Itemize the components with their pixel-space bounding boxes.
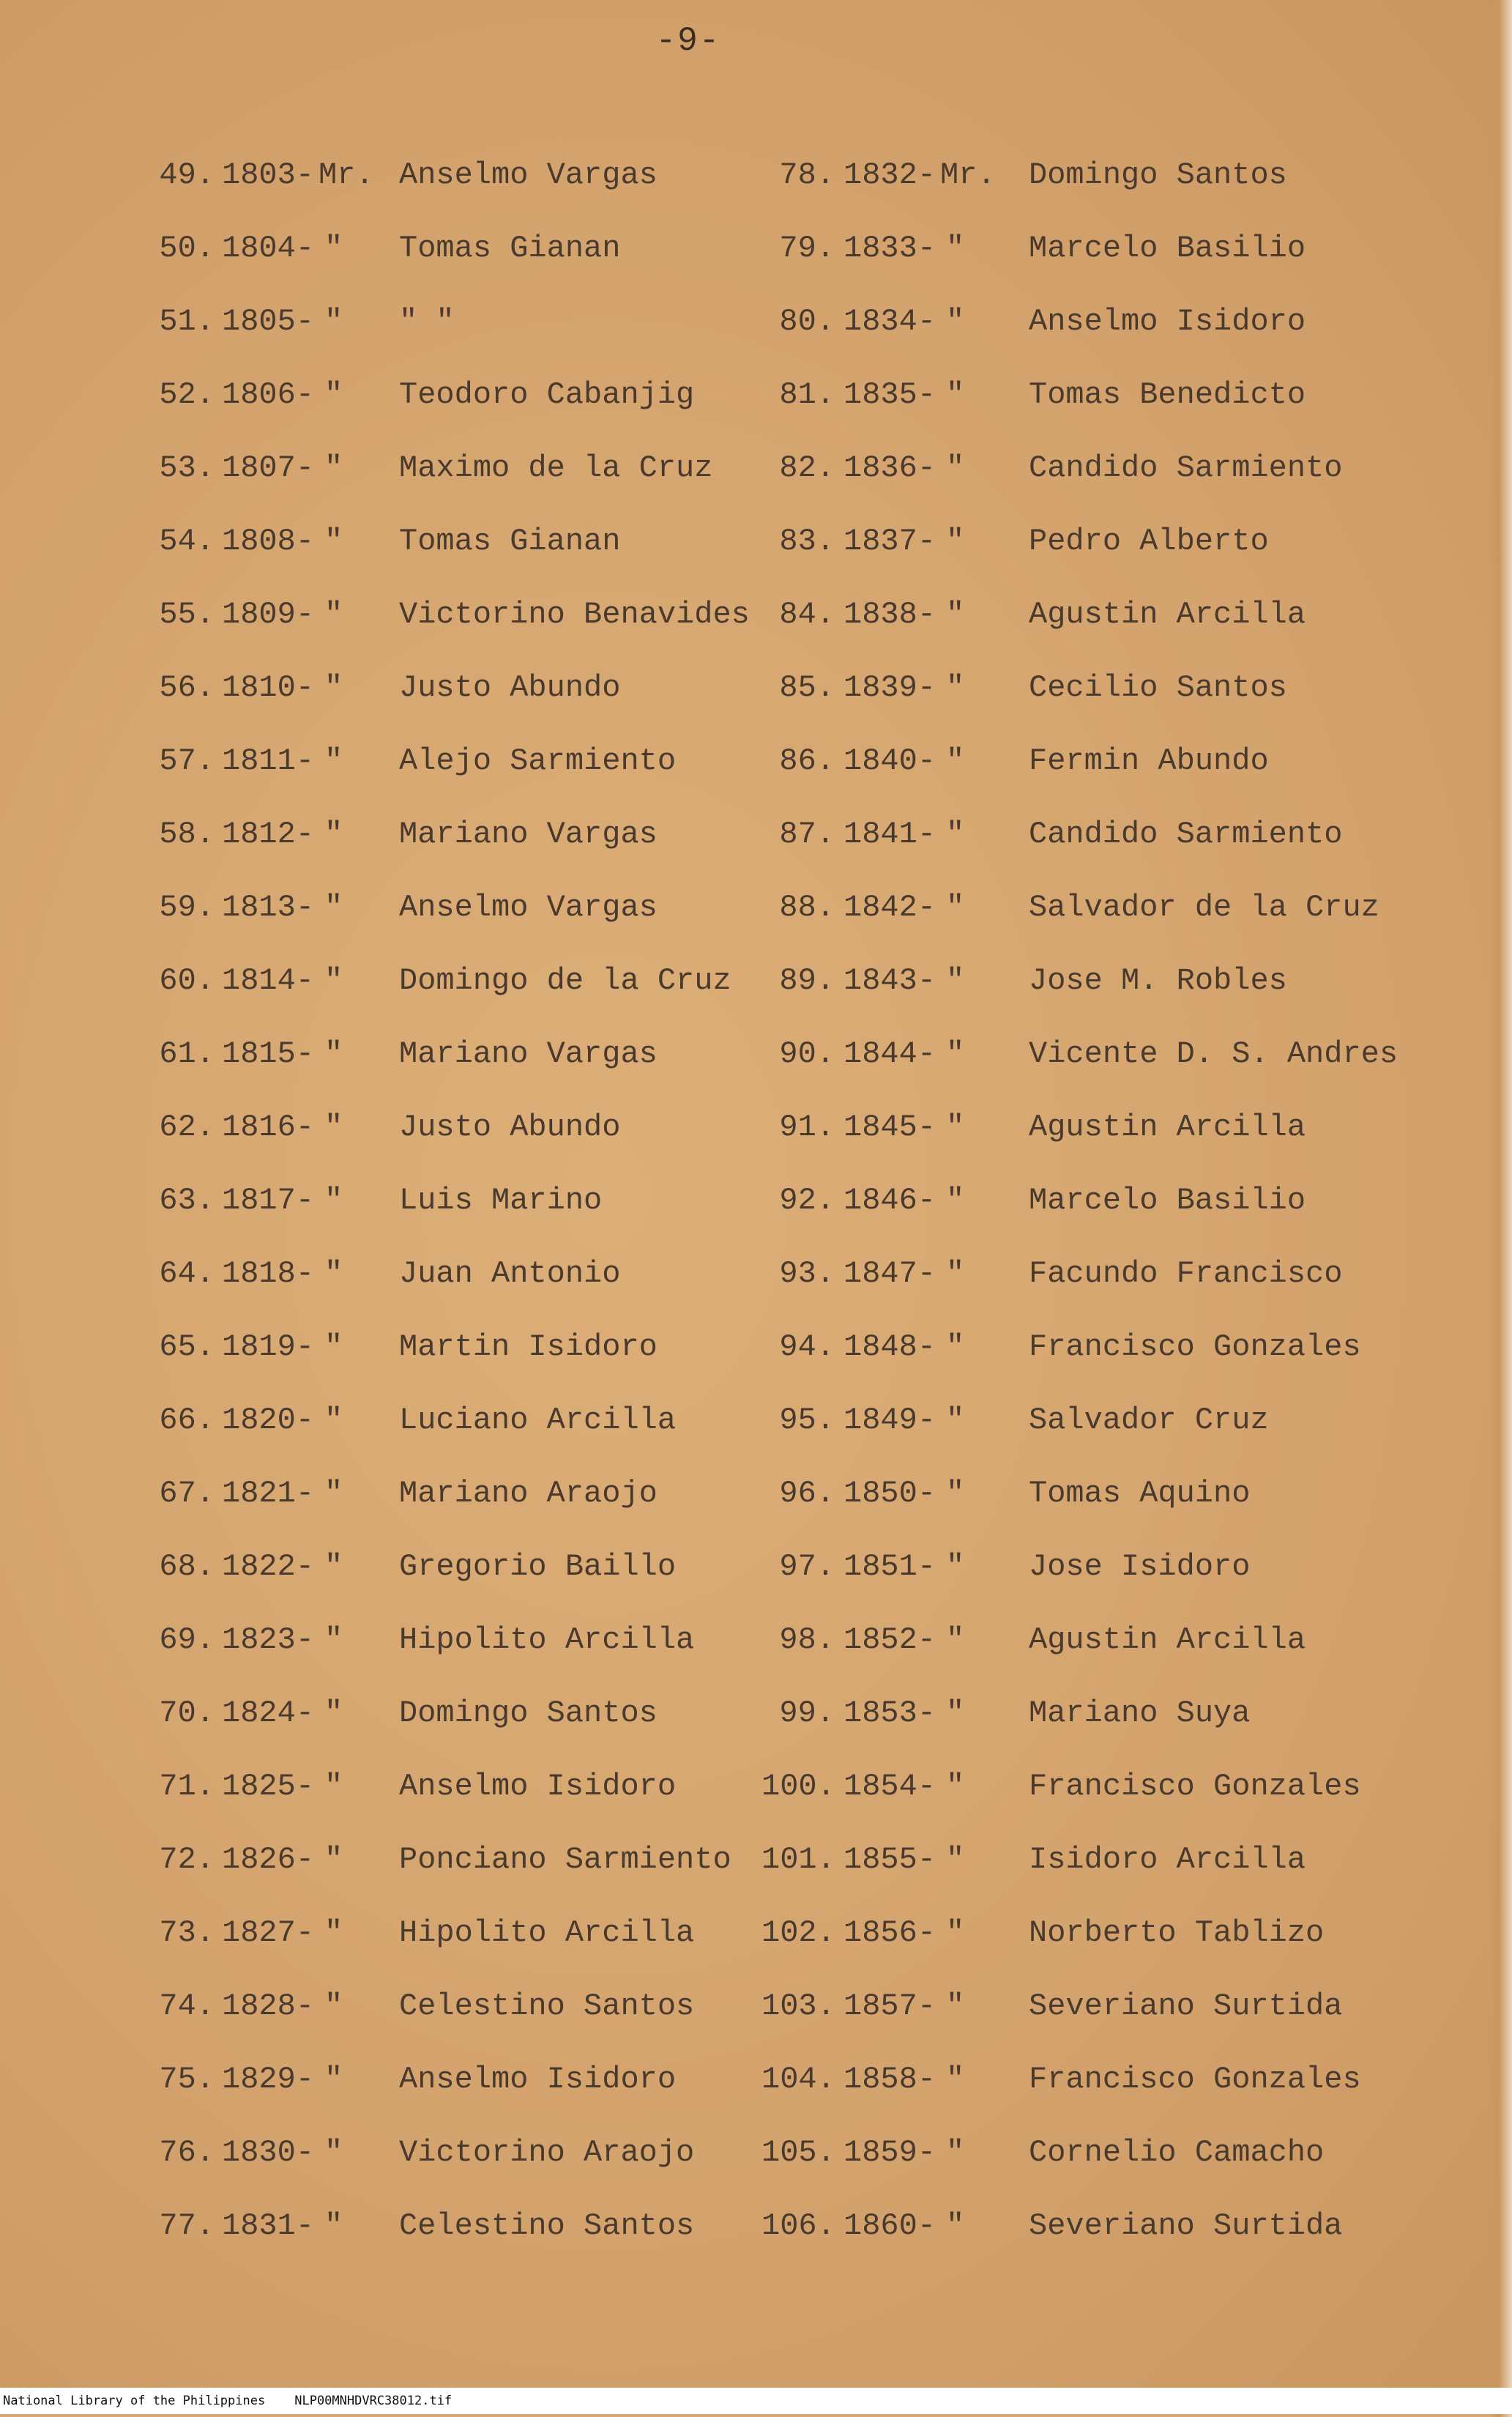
entry-year	[843, 450, 964, 486]
entry-number: 77.	[159, 2208, 215, 2243]
entry-year	[222, 1036, 343, 1072]
entry-year-value: 1839-	[843, 670, 936, 705]
entry-name: Cornelio Camacho	[1029, 2135, 1325, 2170]
entry-title: "	[946, 2208, 965, 2243]
entry-year	[222, 1110, 343, 1145]
entry-number: 85.	[779, 670, 835, 705]
entry-year-value: 1832-	[843, 157, 936, 193]
entry-year	[222, 1183, 343, 1218]
entry-number: 81.	[779, 377, 835, 412]
entry-year-value: 1824-	[222, 1696, 315, 1731]
entry-year-value: 1860-	[843, 2208, 936, 2243]
entry-title: "	[324, 2062, 343, 2097]
entry-year-value: 1808-	[222, 524, 315, 559]
entry-year	[843, 377, 964, 412]
entry-year-value: 1809-	[222, 597, 315, 632]
entry-year	[222, 450, 343, 486]
entry-year	[843, 1110, 964, 1145]
entry-year	[222, 597, 343, 632]
entry-title: "	[324, 1622, 343, 1657]
entry-year	[843, 1036, 964, 1072]
entry-year	[222, 231, 343, 266]
entry-title: "	[324, 1036, 343, 1072]
entry-year	[843, 1403, 964, 1438]
entry-year	[222, 1476, 343, 1511]
entry-year-value: 1841-	[843, 817, 936, 852]
entry-number: 98.	[779, 1622, 835, 1657]
entry-number: 59.	[159, 890, 215, 925]
entry-year-value: 1857-	[843, 1989, 936, 2024]
entry-year	[843, 890, 964, 925]
entry-name: Celestino Santos	[399, 1989, 695, 2024]
entry-title: "	[946, 1110, 965, 1145]
entry-number: 70.	[159, 1696, 215, 1731]
entry-title: "	[946, 1915, 965, 1950]
entry-name: Luis Marino	[399, 1183, 603, 1218]
entry-title: "	[946, 1476, 965, 1511]
entry-name: Tomas Gianan	[399, 524, 621, 559]
entry-title: "	[946, 1549, 965, 1584]
entry-title: "	[946, 817, 965, 852]
entry-name: Marcelo Basilio	[1029, 231, 1306, 266]
entry-name: Isidoro Arcilla	[1029, 1842, 1306, 1877]
entry-name: " "	[399, 304, 455, 339]
entry-year-value: 1837-	[843, 524, 936, 559]
entry-year-value: 1835-	[843, 377, 936, 412]
entry-year-value: 1826-	[222, 1842, 315, 1877]
entry-number: 102.	[761, 1915, 835, 1950]
entry-title: "	[324, 2208, 343, 2243]
footer-institution: National Library of the Philippines	[3, 2394, 266, 2408]
entry-year-value: 1850-	[843, 1476, 936, 1511]
entry-title: "	[946, 450, 965, 486]
entry-title: "	[324, 1549, 343, 1584]
entry-name: Teodoro Cabanjig	[399, 377, 695, 412]
entry-name: Martin Isidoro	[399, 1329, 658, 1365]
entry-year	[843, 1476, 964, 1511]
entry-name: Facundo Francisco	[1029, 1256, 1343, 1291]
entry-year-value: 1812-	[222, 817, 315, 852]
entry-name: Victorino Benavides	[399, 597, 750, 632]
entry-year	[843, 524, 964, 559]
entry-name: Domingo Santos	[1029, 157, 1287, 193]
entry-name: Victorino Araojo	[399, 2135, 695, 2170]
entry-year-value: 1818-	[222, 1256, 315, 1291]
entry-name: Agustin Arcilla	[1029, 1110, 1306, 1145]
entry-number: 106.	[761, 2208, 835, 2243]
entry-title: "	[324, 743, 343, 779]
entry-number: 87.	[779, 817, 835, 852]
entry-number: 104.	[761, 2062, 835, 2097]
scan-footer	[0, 2388, 1512, 2414]
entry-year-value: 1842-	[843, 890, 936, 925]
entry-number: 66.	[159, 1403, 215, 1438]
entry-name: Ponciano Sarmiento	[399, 1842, 731, 1877]
entry-name: Severiano Surtida	[1029, 2208, 1343, 2243]
entry-number: 89.	[779, 963, 835, 998]
entry-title: "	[324, 597, 343, 632]
entry-year-value: 1825-	[222, 1769, 315, 1804]
entry-title: "	[324, 1989, 343, 2024]
entry-number: 86.	[779, 743, 835, 779]
entry-year-value: 1816-	[222, 1110, 315, 1145]
entry-number: 93.	[779, 1256, 835, 1291]
entry-year-value: 1846-	[843, 1183, 936, 1218]
entry-title: "	[946, 377, 965, 412]
entry-year	[843, 597, 964, 632]
entry-title: "	[946, 231, 965, 266]
entry-number: 62.	[159, 1110, 215, 1145]
entry-number: 84.	[779, 597, 835, 632]
entry-year	[843, 2062, 964, 2097]
entry-name: Anselmo Isidoro	[399, 2062, 677, 2097]
entry-number: 83.	[779, 524, 835, 559]
entry-number: 52.	[159, 377, 215, 412]
entry-name: Vicente D. S. Andres	[1029, 1036, 1399, 1072]
footer-filename: NLP00MNHDVRC38012.tif	[294, 2394, 453, 2408]
entry-name: Hipolito Arcilla	[399, 1622, 695, 1657]
entry-number: 94.	[779, 1329, 835, 1365]
entry-year-value: 1844-	[843, 1036, 936, 1072]
entry-number: 105.	[761, 2135, 835, 2170]
entry-name: Gregorio Baillo	[399, 1549, 677, 1584]
entry-year	[222, 524, 343, 559]
entry-name: Justo Abundo	[399, 670, 621, 705]
entry-title: "	[324, 963, 343, 998]
entry-number: 53.	[159, 450, 215, 486]
entry-year	[843, 1769, 964, 1804]
entry-year	[843, 1622, 964, 1657]
entry-title: "	[946, 2135, 965, 2170]
entry-year-value: 1827-	[222, 1915, 315, 1950]
entry-year-value: 1828-	[222, 1989, 315, 2024]
entry-number: 61.	[159, 1036, 215, 1072]
entry-year	[222, 377, 343, 412]
entry-year	[843, 743, 964, 779]
entry-number: 72.	[159, 1842, 215, 1877]
entry-title: "	[324, 377, 343, 412]
entry-number: 51.	[159, 304, 215, 339]
entry-year-value: 1840-	[843, 743, 936, 779]
entry-year-value: 1858-	[843, 2062, 936, 2097]
entry-year	[222, 1769, 343, 1804]
entry-number: 74.	[159, 1989, 215, 2024]
entry-name: Alejo Sarmiento	[399, 743, 677, 779]
entry-year-value: 1856-	[843, 1915, 936, 1950]
entry-name: Anselmo Vargas	[399, 157, 658, 193]
entry-name: Anselmo Isidoro	[1029, 304, 1306, 339]
entry-number: 96.	[779, 1476, 835, 1511]
entry-number: 92.	[779, 1183, 835, 1218]
entry-year	[222, 743, 343, 779]
entry-year	[222, 1622, 343, 1657]
entry-year	[222, 2135, 343, 2170]
entry-number: 95.	[779, 1403, 835, 1438]
entry-title: "	[324, 1183, 343, 1218]
entry-name: Mariano Araojo	[399, 1476, 658, 1511]
entry-year-value: 1829-	[222, 2062, 315, 2097]
entry-title: "	[946, 1842, 965, 1877]
entry-number: 67.	[159, 1476, 215, 1511]
entry-year	[843, 963, 964, 998]
entry-year	[222, 157, 374, 193]
entry-title: "	[324, 817, 343, 852]
entry-title: "	[946, 597, 965, 632]
entry-year	[843, 231, 964, 266]
entry-title: "	[946, 304, 965, 339]
entry-number: 103.	[761, 1989, 835, 2024]
entry-year-value: 1821-	[222, 1476, 315, 1511]
entry-year-value: 1853-	[843, 1696, 936, 1731]
entry-name: Candido Sarmiento	[1029, 817, 1343, 852]
entry-year-value: 1834-	[843, 304, 936, 339]
entry-number: 63.	[159, 1183, 215, 1218]
entry-number: 97.	[779, 1549, 835, 1584]
page-edge	[1490, 0, 1512, 2417]
entry-number: 56.	[159, 670, 215, 705]
entry-number: 55.	[159, 597, 215, 632]
entry-year-value: 1819-	[222, 1329, 315, 1365]
entry-name: Francisco Gonzales	[1029, 1329, 1361, 1365]
entry-title: "	[946, 1622, 965, 1657]
entry-title: "	[324, 524, 343, 559]
entry-name: Anselmo Vargas	[399, 890, 658, 925]
entry-year	[222, 1696, 343, 1731]
entry-title: "	[324, 1403, 343, 1438]
entry-number: 90.	[779, 1036, 835, 1072]
entry-year	[222, 670, 343, 705]
entry-title: "	[324, 450, 343, 486]
entry-number: 79.	[779, 231, 835, 266]
entry-year-value: 1820-	[222, 1403, 315, 1438]
entry-year	[222, 963, 343, 998]
entry-year-value: 1830-	[222, 2135, 315, 2170]
entry-title: "	[946, 743, 965, 779]
entry-year-value: 1836-	[843, 450, 936, 486]
entry-number: 69.	[159, 1622, 215, 1657]
entry-number: 101.	[761, 1842, 835, 1877]
entry-name: Salvador Cruz	[1029, 1403, 1269, 1438]
entry-name: Domingo Santos	[399, 1696, 658, 1731]
entry-title: "	[946, 1696, 965, 1731]
entry-title: "	[324, 670, 343, 705]
entry-name: Tomas Gianan	[399, 231, 621, 266]
entry-name: Mariano Suya	[1029, 1696, 1251, 1731]
entry-number: 73.	[159, 1915, 215, 1950]
entry-year-value: 1823-	[222, 1622, 315, 1657]
entry-name: Anselmo Isidoro	[399, 1769, 677, 1804]
entry-year	[843, 1696, 964, 1731]
entry-number: 100.	[761, 1769, 835, 1804]
entry-number: 76.	[159, 2135, 215, 2170]
entry-number: 58.	[159, 817, 215, 852]
entry-number: 50.	[159, 231, 215, 266]
entry-year-value: 1849-	[843, 1403, 936, 1438]
entry-year	[843, 817, 964, 852]
entry-title: "	[324, 1915, 343, 1950]
entry-year	[222, 1842, 343, 1877]
entry-title: "	[324, 1696, 343, 1731]
entry-name: Maximo de la Cruz	[399, 450, 713, 486]
entry-title: "	[946, 890, 965, 925]
entry-year	[222, 1403, 343, 1438]
entry-title: "	[946, 1036, 965, 1072]
entry-number: 65.	[159, 1329, 215, 1365]
entry-title: Mr.	[319, 157, 374, 193]
entry-name: Norberto Tablizo	[1029, 1915, 1325, 1950]
entry-name: Tomas Aquino	[1029, 1476, 1251, 1511]
entry-year-value: 1815-	[222, 1036, 315, 1072]
entry-name: Pedro Alberto	[1029, 524, 1269, 559]
entry-name: Francisco Gonzales	[1029, 2062, 1361, 2097]
entry-year	[843, 157, 996, 193]
entry-name: Severiano Surtida	[1029, 1989, 1343, 2024]
entry-year	[222, 304, 343, 339]
entry-name: Cecilio Santos	[1029, 670, 1287, 705]
entry-year	[222, 1329, 343, 1365]
entry-year-value: 1811-	[222, 743, 315, 779]
entry-title: "	[946, 1403, 965, 1438]
entry-year-value: 1807-	[222, 450, 315, 486]
entry-name: Juan Antonio	[399, 1256, 621, 1291]
entry-name: Celestino Santos	[399, 2208, 695, 2243]
entry-title: Mr.	[940, 157, 996, 193]
entry-number: 88.	[779, 890, 835, 925]
entry-year-value: 1847-	[843, 1256, 936, 1291]
entry-title: "	[946, 1329, 965, 1365]
entry-year	[843, 1915, 964, 1950]
entry-year-value: 1803-	[222, 157, 315, 193]
page-number: -9-	[655, 22, 721, 60]
entry-name: Salvador de la Cruz	[1029, 890, 1379, 925]
entry-name: Justo Abundo	[399, 1110, 621, 1145]
entry-year	[843, 1183, 964, 1218]
entry-year-value: 1843-	[843, 963, 936, 998]
entry-number: 78.	[779, 157, 835, 193]
entry-year	[843, 2135, 964, 2170]
entry-name: Mariano Vargas	[399, 1036, 658, 1072]
entry-year	[222, 2062, 343, 2097]
entry-year-value: 1810-	[222, 670, 315, 705]
entry-title: "	[946, 670, 965, 705]
entry-year-value: 1806-	[222, 377, 315, 412]
entry-title: "	[946, 963, 965, 998]
entry-number: 71.	[159, 1769, 215, 1804]
entry-name: Mariano Vargas	[399, 817, 658, 852]
entry-year-value: 1804-	[222, 231, 315, 266]
entry-number: 82.	[779, 450, 835, 486]
entry-name: Francisco Gonzales	[1029, 1769, 1361, 1804]
entry-name: Agustin Arcilla	[1029, 597, 1306, 632]
entry-year-value: 1814-	[222, 963, 315, 998]
entry-year	[843, 1329, 964, 1365]
entry-name: Candido Sarmiento	[1029, 450, 1343, 486]
entry-year-value: 1854-	[843, 1769, 936, 1804]
entry-year-value: 1848-	[843, 1329, 936, 1365]
entry-year	[843, 670, 964, 705]
entry-name: Agustin Arcilla	[1029, 1622, 1306, 1657]
entry-year	[222, 890, 343, 925]
entry-number: 75.	[159, 2062, 215, 2097]
entry-year-value: 1831-	[222, 2208, 315, 2243]
entry-name: Jose M. Robles	[1029, 963, 1287, 998]
entry-number: 80.	[779, 304, 835, 339]
entry-year-value: 1822-	[222, 1549, 315, 1584]
entry-number: 54.	[159, 524, 215, 559]
entry-title: "	[946, 1256, 965, 1291]
entry-year-value: 1855-	[843, 1842, 936, 1877]
entry-year	[843, 2208, 964, 2243]
entry-number: 91.	[779, 1110, 835, 1145]
entry-name: Hipolito Arcilla	[399, 1915, 695, 1950]
entry-number: 49.	[159, 157, 215, 193]
entry-year	[843, 1989, 964, 2024]
entry-title: "	[946, 1183, 965, 1218]
entry-name: Tomas Benedicto	[1029, 377, 1306, 412]
entry-title: "	[324, 1842, 343, 1877]
entry-number: 64.	[159, 1256, 215, 1291]
entry-title: "	[946, 524, 965, 559]
entry-title: "	[324, 890, 343, 925]
entry-name: Domingo de la Cruz	[399, 963, 731, 998]
entry-title: "	[946, 1769, 965, 1804]
entry-title: "	[324, 1476, 343, 1511]
entry-title: "	[324, 1110, 343, 1145]
entry-name: Fermin Abundo	[1029, 743, 1269, 779]
entry-title: "	[324, 2135, 343, 2170]
entry-year	[843, 1842, 964, 1877]
entry-year-value: 1833-	[843, 231, 936, 266]
entry-number: 99.	[779, 1696, 835, 1731]
entry-year-value: 1805-	[222, 304, 315, 339]
entry-year-value: 1852-	[843, 1622, 936, 1657]
entry-number: 57.	[159, 743, 215, 779]
entry-year	[843, 304, 964, 339]
entry-year-value: 1817-	[222, 1183, 315, 1218]
entry-year	[843, 1549, 964, 1584]
entry-title: "	[324, 1329, 343, 1365]
entry-name: Jose Isidoro	[1029, 1549, 1251, 1584]
entry-year	[843, 1256, 964, 1291]
entry-number: 68.	[159, 1549, 215, 1584]
entry-title: "	[946, 2062, 965, 2097]
entry-year-value: 1845-	[843, 1110, 936, 1145]
entry-year	[222, 2208, 343, 2243]
entry-year	[222, 1256, 343, 1291]
entry-year-value: 1859-	[843, 2135, 936, 2170]
entry-number: 60.	[159, 963, 215, 998]
entry-title: "	[324, 1256, 343, 1291]
entry-title: "	[324, 304, 343, 339]
entry-year-value: 1851-	[843, 1549, 936, 1584]
entry-year-value: 1813-	[222, 890, 315, 925]
entry-title: "	[324, 231, 343, 266]
entry-year	[222, 817, 343, 852]
entry-year	[222, 1549, 343, 1584]
entry-year-value: 1838-	[843, 597, 936, 632]
entry-year	[222, 1915, 343, 1950]
entry-name: Marcelo Basilio	[1029, 1183, 1306, 1218]
entry-name: Luciano Arcilla	[399, 1403, 677, 1438]
entry-title: "	[324, 1769, 343, 1804]
entry-year	[222, 1989, 343, 2024]
entry-title: "	[946, 1989, 965, 2024]
